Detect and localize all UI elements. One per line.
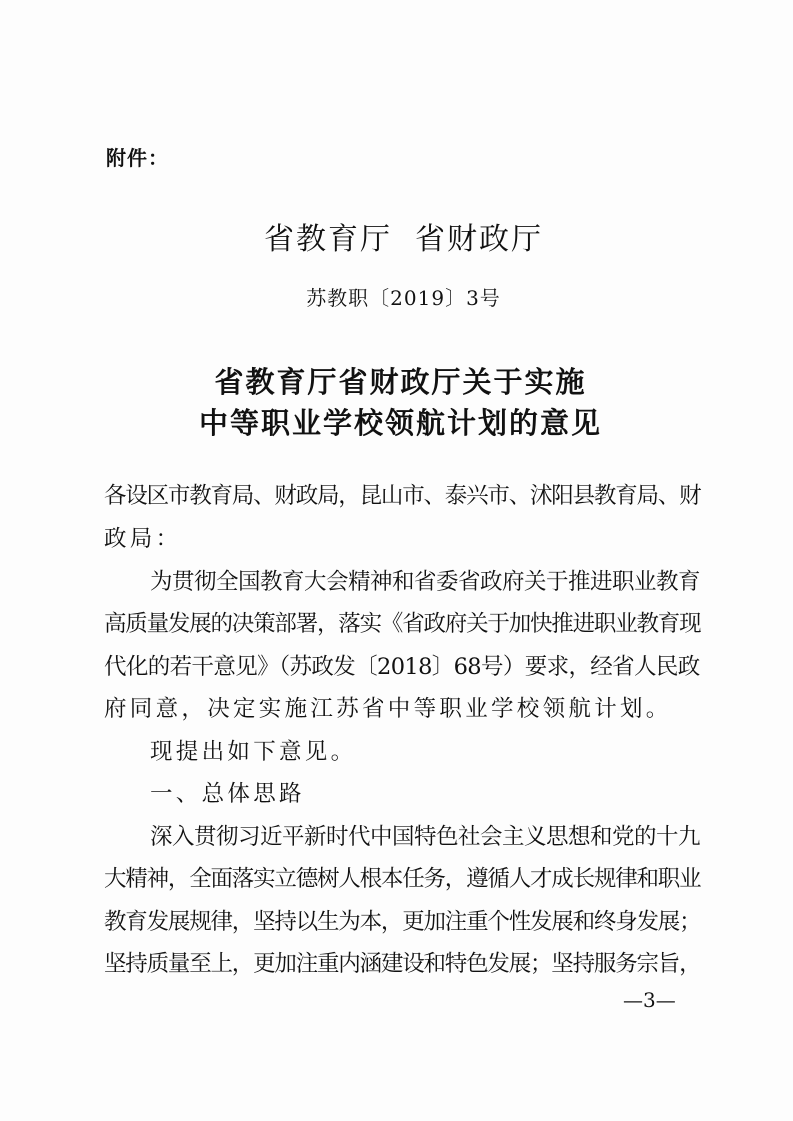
paragraph-2: 现提出如下意见。 — [150, 739, 357, 765]
paragraph-1-line-4: 府同意，决定实施江苏省中等职业学校领航计划。 — [104, 696, 672, 722]
section-1-heading: 一、总体思路 — [150, 781, 305, 807]
attachment-label: 附件： — [106, 146, 169, 170]
paragraph-3-line-2: 大精神，全面落实立德树人根本任务，遵循人才成长规律和职业 — [104, 866, 701, 892]
document-title-line-1: 省教育厅省财政厅关于实施 — [214, 365, 587, 399]
page-number: —3— — [623, 988, 676, 1012]
paragraph-1-line-3: 代化的若干意见》（苏政发〔2018〕68号）要求，经省人民政 — [104, 654, 700, 680]
addressee-line-1: 各设区市教育局、财政局，昆山市、泰兴市、沭阳县教育局、财 — [104, 483, 701, 509]
paragraph-3-line-4: 坚持质量至上，更加注重内涵建设和特色发展；坚持服务宗旨， — [104, 951, 701, 977]
document-title-line-2: 中等职业学校领航计划的意见 — [198, 406, 602, 440]
paragraph-3-line-3: 教育发展规律，坚持以生为本，更加注重个性发展和终身发展； — [104, 909, 701, 935]
paragraph-1-line-1: 为贯彻全国教育大会精神和省委省政府关于推进职业教育 — [150, 569, 701, 595]
document-number: 苏教职〔2019〕3号 — [306, 286, 501, 310]
paragraph-1-line-2: 高质量发展的决策部署，落实《省政府关于加快推进职业教育现 — [104, 611, 701, 637]
issuing-authorities: 省教育厅 省财政厅 — [263, 222, 544, 257]
addressee-line-2: 政局： — [104, 526, 182, 552]
paragraph-3-line-1: 深入贯彻习近平新时代中国特色社会主义思想和党的十九 — [150, 824, 701, 850]
